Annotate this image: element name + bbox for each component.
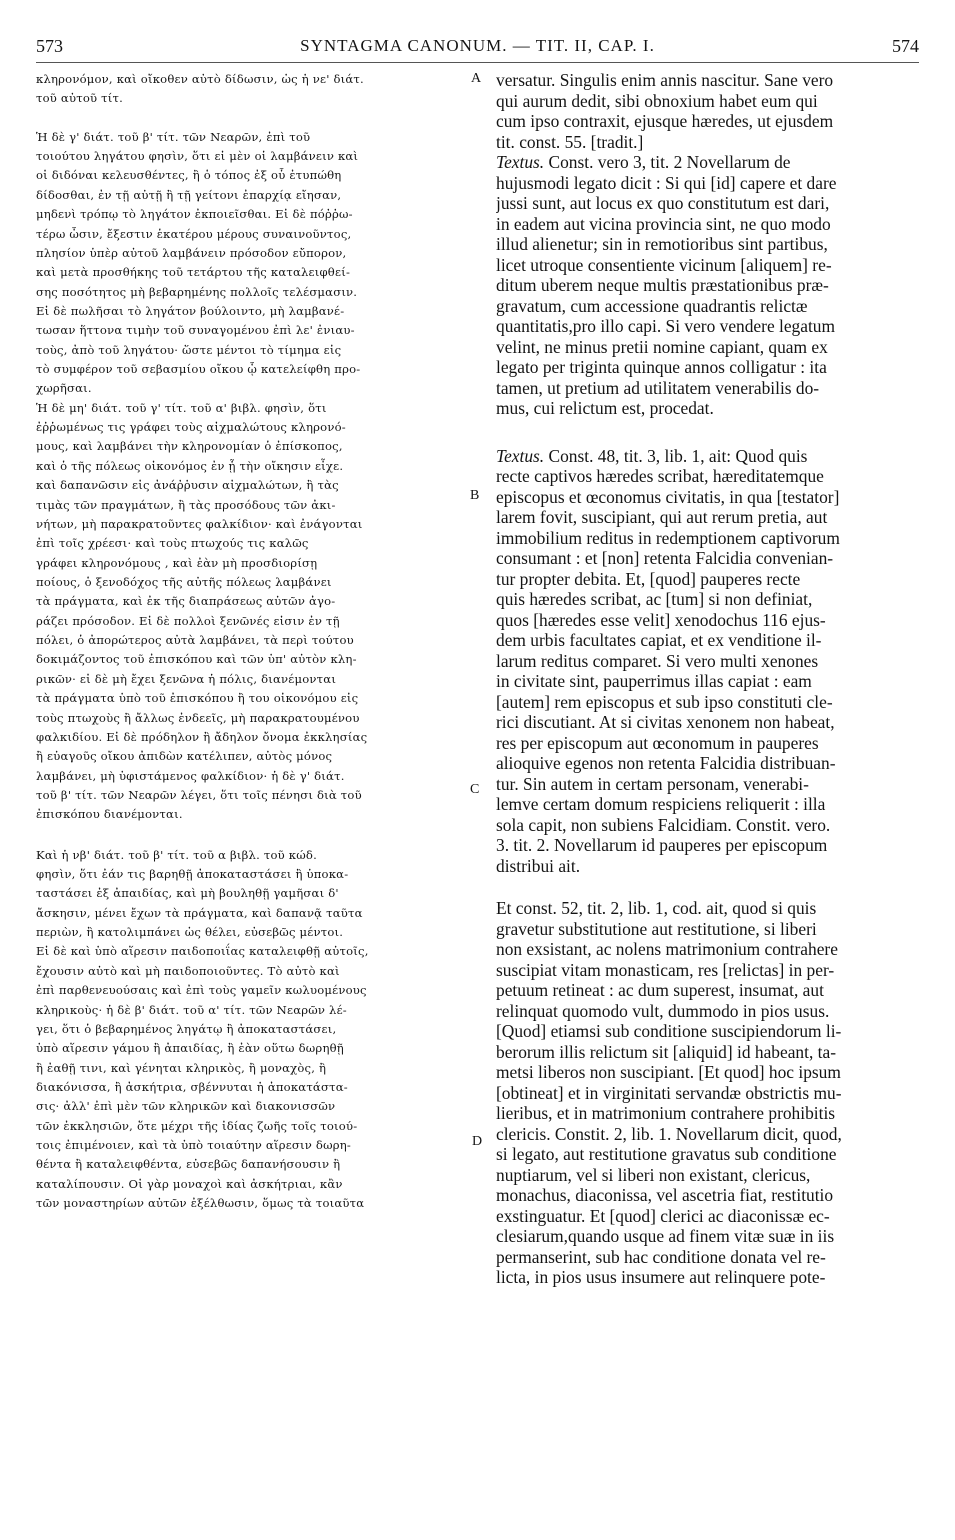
- page-number-left: 573: [36, 36, 63, 56]
- latin-line: clericis. Constit. 2, lib. 1. Novellarum dicit, quod,: [496, 1123, 842, 1144]
- latin-line: rici discutiant. At si civitas xenonem non habeat,: [496, 712, 835, 732]
- latin-line: 3. tit. 2. Novellarum id pauperes per episcopum: [496, 835, 828, 855]
- greek-line: ἐπισκόπου διανέμονται.: [36, 807, 183, 822]
- latin-line: Const. vero 3, tit. 2 Novellarum de: [544, 152, 791, 172]
- greek-line: ρικῶν· εἰ δὲ μὴ ἔχει ξενῶνα ἡ πόλις, διανέμονται: [36, 671, 337, 686]
- greek-line: τιμὰς τῶν πραγμάτων, ἢ τὰς προσόδους τῶν ἀκι-: [36, 497, 336, 512]
- latin-line: alioquive egenos non retenta Falcidia distribuan-: [496, 753, 836, 773]
- latin-line: permanserint, sub hac conditione donata vel re-: [496, 1246, 826, 1267]
- paragraph-gap: [36, 825, 476, 846]
- latin-line: res per episcopum aut œconomum in pauperes: [496, 732, 819, 753]
- greek-line: καταλίπουσιν. Οἱ γὰρ μοναχοὶ καὶ ἀσκήτριαι, κἂν: [36, 1176, 343, 1191]
- greek-line: γράφει κληρονόμους , καὶ ἐὰν μὴ προσδιορίσῃ: [36, 555, 318, 570]
- greek-paragraph-4: [36, 846, 476, 1214]
- greek-paragraph-1: [36, 70, 476, 109]
- greek-line: τοὺς πτωχοὺς ἢ ἄλλως ἐνδεεῖς, μὴ παρακρατουμένου: [36, 710, 360, 725]
- latin-line: recte captivos hæredes scribat, hæreditatemque: [496, 466, 824, 486]
- latin-line: lemve certam domum respiciens reliquerit : illa: [496, 794, 826, 814]
- greek-line: ἢ ἐαθῇ τινι, καὶ γένηται κληρικὸς, ἢ μοναχὸς, ἢ: [36, 1060, 327, 1075]
- latin-line: licet utroque consentiente vicinum [aliquem] re-: [496, 254, 832, 275]
- greek-line: τοὺς, ἀπὸ τοῦ ληγάτου· ὥστε μέντοι τὸ τίμημα εἰς: [36, 342, 342, 357]
- greek-line: Καὶ ἡ νβ' διάτ. τοῦ β' τίτ. τοῦ α βιβλ. τοῦ κώδ.: [36, 847, 317, 862]
- greek-line: θέντα ἢ καταλειφθέντα, εὐσεβῶς δαπανήσουσιν ἢ: [36, 1157, 341, 1172]
- greek-line: πόλει, ὁ ἀπορώτερος αὐτὰ λαμβάνει, τὰ περὶ τούτου: [36, 633, 354, 648]
- greek-line: ἄσκησιν, μένει ἔχων τὰ πράγματα, καὶ δαπανᾷ ταῦτα: [36, 905, 363, 920]
- latin-line: cum ipso contraxit, ejusque hæredes, ut ejusdem: [496, 111, 834, 131]
- greek-line: ποίους, ὁ ξενοδόχος τῆς αὐτῆς πόλεως λαμβάνει: [36, 574, 332, 589]
- latin-line: [Quod] etiamsi sub conditione suscipiendorum li-: [496, 1021, 842, 1041]
- greek-line: μους, καὶ λαμβάνει τὴν κληρονομίαν ὁ ἐπίσκοπος,: [36, 439, 343, 454]
- greek-line: μηδενὶ τρόπῳ τὸ ληγάτον ἐκποιεῖσθαι. Εἰ δὲ πόῤῥω-: [36, 207, 353, 222]
- greek-line: ἔχουσιν αὐτὸ καὶ μὴ παιδοποιοῦντες. Τὸ αὐτὸ καὶ: [36, 963, 340, 978]
- greek-line: ὑπὸ αἵρεσιν γάμου ἢ ἀπαιδίας, ἢ ἐὰν οὕτω δωρηθῇ: [36, 1041, 344, 1056]
- greek-line: ἐῤῥωμένως τις γράφει τοὺς αἰχμαλώτους κληρονό-: [36, 420, 346, 435]
- paragraph-gap: [36, 109, 476, 128]
- greek-line: τὸ συμφέρον τοῦ σεβασμίου οἴκου ᾧ κατελείφθη προ-: [36, 362, 361, 377]
- latin-line: immobilium reditus in redemptionem captivorum: [496, 527, 840, 548]
- latin-line: gravatum, cum accessione quadrantis relictæ: [496, 295, 808, 316]
- greek-line: Εἰ δὲ καὶ ὑπὸ αἵρεσιν παιδοποιΐας καταλειφθῇ αὐτοῖς,: [36, 944, 369, 959]
- greek-line: ράζει πρόσοδον. Εἰ δὲ πολλοὶ ξενῶνές εἰσιν ἐν τῇ: [36, 613, 340, 628]
- latin-line: quis hæredes scribat, ac [tum] si non definiat,: [496, 589, 813, 609]
- latin-line: non exsistant, ac nolens matrimonium contrahere: [496, 939, 838, 959]
- greek-line: χωρῆσαι.: [36, 381, 92, 396]
- greek-paragraph-3: [36, 399, 476, 825]
- greek-line: περιὼν, ἢ κατολιμπάνει ὡς θέλει, εὐσεβῶς μέντοι.: [36, 925, 344, 940]
- page-number-right: 574: [892, 36, 919, 56]
- greek-line: ταστάσει ἐξ ἀπαιδίας, καὶ μὴ βουληθῇ γαμῆσαι δ': [36, 886, 339, 901]
- latin-line: ditum uberem neque multis præstationibus præ-: [496, 275, 829, 295]
- latin-line: episcopus et œconomus civitatis, in qua [testator]: [496, 486, 840, 507]
- latin-paragraph-1: [496, 70, 918, 152]
- latin-line: exstinguatur. Et [quod] clerici ac diaconissæ ec-: [496, 1205, 830, 1226]
- greek-line: λαμβάνει, μὴ ὑφιστάμενος φαλκίδιον· ἡ δὲ γ' διάτ.: [36, 768, 345, 783]
- greek-line: τὰ πράγματα, καὶ ἐκ τῆς διαπράσεως αὐτῶν ἀγο-: [36, 594, 336, 609]
- latin-line: hujusmodi legato dicit : Si qui [id] capere et dare: [496, 172, 837, 193]
- greek-line: τοῦ β' τίτ. τῶν Νεαρῶν λέγει, ὅτι τοῖς πένησι διὰ τοῦ: [36, 787, 362, 802]
- latin-line: in eadem aut vicina provincia sint, ne quo modo: [496, 213, 831, 234]
- greek-line: δοκιμάζοντος τοῦ ἐπισκόπου καὶ τῶν ὑπ' αὐτὸν κλη-: [36, 652, 357, 667]
- greek-line: γει, ὅτι ὁ βεβαρημένος ληγάτῳ ἢ ἀποκαταστάσει,: [36, 1021, 337, 1036]
- latin-line: [autem] rem episcopus et sub ipso constituti cle-: [496, 691, 833, 712]
- greek-line: ἐπὶ παρθενευούσαις καὶ ἐπὶ τοὺς γαμεῖν κωλυομένους: [36, 983, 367, 998]
- latin-line: clesiarum,quando usque ad finem vitæ suæ in iis: [496, 1226, 835, 1246]
- latin-line: distribui ait.: [496, 855, 581, 876]
- greek-line: τωσαν ἥττονα τιμὴν τοῦ συναγομένου ἐπὶ λε' ἐνιαυ-: [36, 323, 355, 338]
- latin-line: versatur. Singulis enim annis nascitur. Sane vero: [496, 70, 834, 90]
- greek-line: ἢ εὐαγοῦς οἴκου ἀπιδὼν κατέλιπεν, αὐτὸς μόνος: [36, 749, 333, 764]
- latin-column: [496, 70, 918, 1288]
- greek-line: δίδοσθαι, ἐν τῇ αὐτῇ ἢ τῇ γείτονι ἐπαρχίᾳ εἴησαν,: [36, 187, 342, 202]
- latin-line: in civitate sint, pauperrimus illas capiat : eam: [496, 671, 812, 691]
- greek-line: Ἡ δὲ μη' διάτ. τοῦ γ' τίτ. τοῦ α' βιβλ. φησὶν, ὅτι: [36, 400, 327, 415]
- greek-line: τέρω ὦσιν, ἔξεστιν ἑκατέρου μέρους συναινοῦντος,: [36, 226, 352, 241]
- greek-line: τῶν ἐκκλησιῶν, ὅτε μέχρι τῆς ἰδίας ζωῆς τοῖς τοιού-: [36, 1118, 358, 1133]
- latin-line: larem fovit, suscipiant, qui aut rerum pretia, aut: [496, 507, 828, 527]
- latin-line: illud alienetur; sin in remotioribus sint partibus,: [496, 234, 828, 254]
- latin-line: Et const. 52, tit. 2, lib. 1, cod. ait, quod si quis: [496, 898, 817, 918]
- greek-line: νήτων, μὴ παρακρατοῦντες φαλκίδιον· καὶ ἐνάγονται: [36, 516, 363, 531]
- greek-line: σης ποσότητος μὴ βεβαρημένης πολλοῖς τελέσμασιν.: [36, 284, 358, 299]
- greek-line: κληρικοὺς· ἡ δὲ β' διάτ. τοῦ α' τίτ. τῶν Νεαρῶν λέ-: [36, 1002, 347, 1017]
- latin-line: quos [hæredes esse velit] xenodochus 116 ejus-: [496, 609, 826, 630]
- latin-line: larum reditus comparet. Si vero multi xenones: [496, 650, 819, 671]
- latin-line: legato per triginta quinque annos colligatur : ita: [496, 357, 827, 377]
- greek-line: σις· ἀλλ' ἐπὶ μὲν τῶν κληρικῶν καὶ διακονισσῶν: [36, 1099, 336, 1114]
- latin-line: metsi liberos non suscipiant. [Et quod] hoc ipsum: [496, 1062, 841, 1082]
- latin-line: [obtineat] et in virginitati servandæ obstrictis mu-: [496, 1082, 842, 1103]
- latin-line: suscipiat vitam monasticam, res [relictas] in per-: [496, 959, 835, 980]
- greek-line: τοις ἐπιμένοιεν, καὶ τὰ ὑπὸ τοιαύτην αἵρεσιν δωρη-: [36, 1138, 352, 1153]
- latin-line: monachus, diaconissa, vel ascetria fiat, restitutio: [496, 1185, 834, 1205]
- latin-line: mus, cui relictum est, procedat.: [496, 398, 714, 418]
- latin-line: relinquat quomodo vult, dummodo in pios usus.: [496, 1000, 830, 1021]
- greek-line: ἐπὶ τοῖς χρέεσι· καὶ τοὺς πτωχούς τις καλῶς: [36, 536, 309, 551]
- greek-line: οἱ διδόναι κελευσθέντες, ἢ ὁ τόπος ἐξ οὗ ἐτυπώθη: [36, 168, 342, 183]
- latin-paragraph-3: [496, 466, 918, 876]
- latin-paragraph-2-heading: [496, 152, 918, 173]
- greek-column: [36, 70, 476, 1213]
- greek-line: καὶ δαπανῶσιν εἰς ἀνάῤῥυσιν αἰχμαλώτων, ἢ τὰς: [36, 478, 339, 493]
- paragraph-gap: [496, 876, 918, 898]
- greek-line: διακόνισσα, ἢ ἀσκήτρια, σβέννυται ἡ ἀποκατάστα-: [36, 1079, 348, 1094]
- latin-line: nuptiarum, vel si liberi non existant, clericus,: [496, 1164, 811, 1185]
- greek-line: φησὶν, ὅτι ἐάν τις βαρηθῇ ἀποκαταστάσει ἢ ὑποκα-: [36, 867, 349, 882]
- latin-line: tur. Sin autem in certam personam, venerabi-: [496, 773, 809, 794]
- latin-paragraph-2: [496, 173, 918, 419]
- latin-line: licta, in pios usus insumere aut relinquere pote-: [496, 1267, 826, 1287]
- latin-line: qui aurum dedit, sibi obnoxium habet eum qui: [496, 90, 818, 111]
- latin-paragraph-3-heading: [496, 446, 918, 467]
- header-rule: [36, 62, 919, 63]
- margin-marker-b: B: [470, 488, 480, 503]
- textus-label: Textus.: [496, 152, 545, 172]
- greek-line: τοῦ αὐτοῦ τίτ.: [36, 91, 123, 106]
- latin-line: gravetur substitutione aut restitutione, si liberi: [496, 918, 817, 939]
- latin-line: velint, ne minus pretii nomine capiant, quam ex: [496, 336, 828, 357]
- latin-line: consumant : et [non] retenta Falcidia convenian-: [496, 548, 834, 568]
- latin-line: petuum retineat : ac dum superest, insumat, aut: [496, 980, 824, 1000]
- greek-line: Εἰ δὲ πωλῆσαι τὸ ληγάτον βούλοιντο, μὴ λαμβανέ-: [36, 303, 345, 318]
- greek-paragraph-2: [36, 128, 476, 399]
- paragraph-gap: [496, 419, 918, 446]
- greek-line: πλησίον ὑπὲρ αὐτοῦ λαμβάνειν πρόσοδον εὔπορον,: [36, 245, 347, 260]
- latin-line: tur propter debita. Et, [quod] pauperes recte: [496, 568, 801, 589]
- greek-line: τοιούτου ληγάτου φησὶν, ὅτι εἰ μὲν οἱ λαμβάνειν καὶ: [36, 149, 359, 164]
- latin-line: jussi sunt, aut locus ex quo constitutum est dari,: [496, 193, 830, 213]
- textus-label: Textus.: [496, 445, 545, 466]
- greek-line: τὰ πράγματα ὑπὸ τοῦ ἐπισκόπου ἢ του οἰκονόμου εἰς: [36, 691, 359, 706]
- latin-line: tit. const. 55. [tradit.]: [496, 131, 644, 152]
- latin-line: sola capit, non subiens Falcidiam. Constit. vero.: [496, 814, 831, 835]
- greek-line: Ἡ δὲ γ' διάτ. τοῦ β' τίτ. τῶν Νεαρῶν, ἐπὶ τοῦ: [36, 129, 311, 144]
- greek-line: κληρονόμον, καὶ οἴκοθεν αὐτὸ δίδωσιν, ὡς ἡ νε' διάτ.: [36, 72, 364, 86]
- margin-marker-a: A: [471, 71, 482, 86]
- latin-line: quantitatis,pro illo capi. Si vero vendere legatum: [496, 316, 836, 336]
- latin-line: Const. 48, tit. 3, lib. 1, ait: Quod quis: [544, 445, 808, 466]
- greek-line: φαλκιδίου. Εἰ δὲ πρόδηλον ἢ ἄδηλον ὄνομα ἐκκλησίας: [36, 729, 368, 744]
- latin-paragraph-4: [496, 898, 918, 1288]
- greek-line: καὶ μετὰ προσθήκης τοῦ τετάρτου τῆς καταλειφθεί-: [36, 265, 351, 280]
- latin-line: berorum illis relictum sit [aliquid] id habeant, ta-: [496, 1041, 836, 1062]
- margin-marker-d: D: [472, 1134, 483, 1149]
- running-title: SYNTAGMA CANONUM. — TIT. II, CAP. I.: [300, 36, 655, 55]
- latin-line: tamen, ut pretium ad utilitatem venerabilis do-: [496, 377, 820, 398]
- latin-line: dem urbis facultates capiat, et ex venditione il-: [496, 630, 822, 650]
- latin-line: si legato, aut restitutione gravatus sub conditione: [496, 1144, 837, 1164]
- running-header: [36, 36, 919, 60]
- greek-line: καὶ ὁ τῆς πόλεως οἰκονόμος ἐν ᾗ τὴν οἴκησιν εἶχε.: [36, 458, 344, 473]
- latin-line: lieribus, et in matrimonium contrahere prohibitis: [496, 1103, 836, 1123]
- greek-line: τῶν μοναστηρίων αὐτῶν ἐξέλθωσιν, ὅμως τὰ τοιαῦτα: [36, 1196, 365, 1211]
- margin-marker-c: C: [470, 782, 480, 797]
